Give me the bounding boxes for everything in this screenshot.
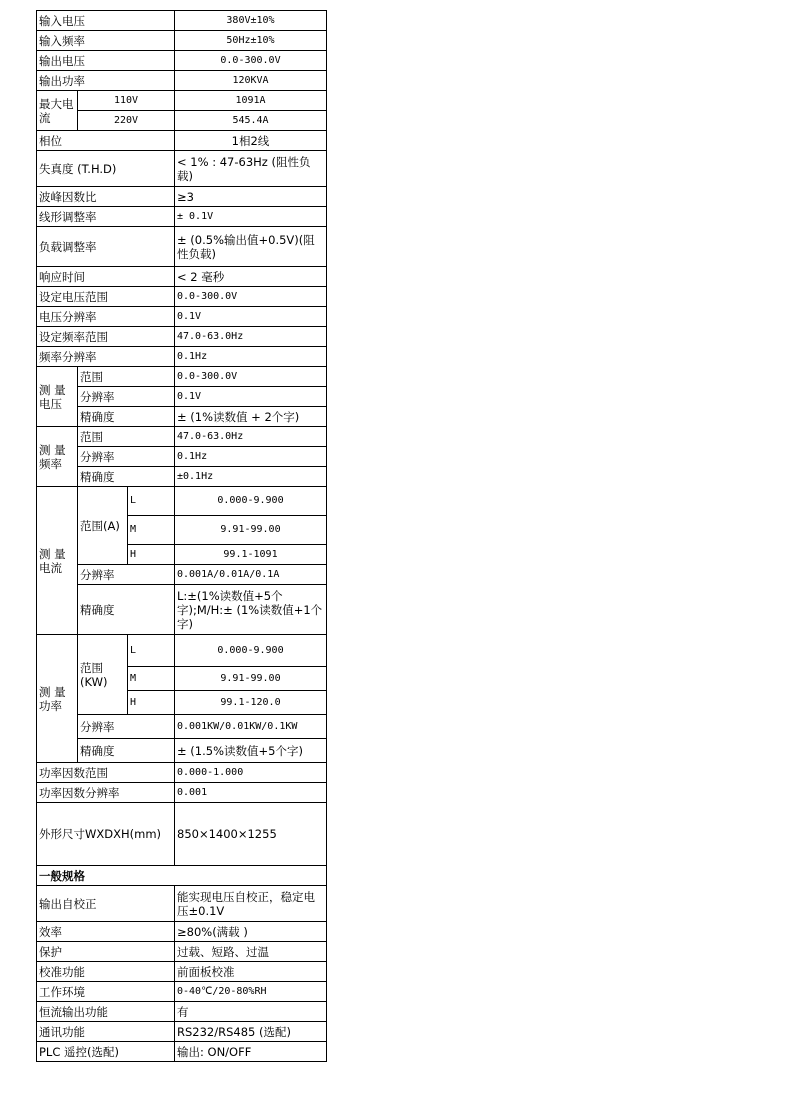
row-value: ≥80%(满载 ) <box>175 922 327 942</box>
range-code: L <box>128 635 175 667</box>
max-current-label: 最大电流 <box>37 91 78 131</box>
row-value: 850×1400×1255 <box>175 803 327 866</box>
table-row <box>37 962 327 982</box>
table-row <box>37 287 327 307</box>
row-label: 校准功能 <box>37 962 175 982</box>
row-label: 响应时间 <box>37 267 175 287</box>
row-label: 输出电压 <box>37 51 175 71</box>
row-value: 1相2线 <box>175 131 327 151</box>
table-row <box>37 565 327 585</box>
row-value: 输出: ON/OFF <box>175 1042 327 1062</box>
table-row <box>37 347 327 367</box>
row-label: 负载调整率 <box>37 227 175 267</box>
row-label: 输出功率 <box>37 71 175 91</box>
row-label: 恒流输出功能 <box>37 1002 175 1022</box>
row-label: 电压分辨率 <box>37 307 175 327</box>
table-row <box>37 111 327 131</box>
row-value: 0-40℃/20-80%RH <box>175 982 327 1002</box>
table-row <box>37 803 327 866</box>
range-code: H <box>128 545 175 565</box>
row-label: 失真度 (T.H.D) <box>37 151 175 187</box>
range-code: M <box>128 667 175 691</box>
table-row <box>37 151 327 187</box>
sub-value: L:±(1%读数值+5个字);M/H:± (1%读数值+1个字) <box>175 585 327 635</box>
meas-freq-label: 测 量 频率 <box>37 427 78 487</box>
voltage-220: 220V <box>78 111 175 131</box>
row-value: 0.1Hz <box>175 347 327 367</box>
row-value: 前面板校准 <box>175 962 327 982</box>
sub-value: ±0.1Hz <box>175 467 327 487</box>
row-label: 输入频率 <box>37 31 175 51</box>
row-value: 380V±10% <box>175 11 327 31</box>
range-value: 9.91-99.00 <box>175 667 327 691</box>
sub-value: 0.1V <box>175 387 327 407</box>
row-label: 输出自校正 <box>37 886 175 922</box>
sub-label: 精确度 <box>78 407 175 427</box>
table-row <box>37 487 327 516</box>
meas-power-label: 测 量 功率 <box>37 635 78 763</box>
table-row <box>37 982 327 1002</box>
table-row <box>37 922 327 942</box>
row-value: 0.1V <box>175 307 327 327</box>
row-value: 能实现电压自校正，稳定电压±0.1V <box>175 886 327 922</box>
sub-value: 0.001KW/0.01KW/0.1KW <box>175 715 327 739</box>
row-value: 0.0-300.0V <box>175 51 327 71</box>
table-row <box>37 942 327 962</box>
row-label: 功率因数分辨率 <box>37 783 175 803</box>
row-value: ± (0.5%输出值+0.5V)(阻性负载) <box>175 227 327 267</box>
table-row <box>37 367 327 387</box>
table-row <box>37 187 327 207</box>
table-row <box>37 227 327 267</box>
table-row <box>37 207 327 227</box>
table-row <box>37 11 327 31</box>
row-label: 频率分辨率 <box>37 347 175 367</box>
table-row <box>37 31 327 51</box>
table-row <box>37 427 327 447</box>
general-spec-header: 一般规格 <box>37 866 327 886</box>
table-row <box>37 327 327 347</box>
row-value: 50Hz±10% <box>175 31 327 51</box>
sub-label: 分辨率 <box>78 715 175 739</box>
sub-label: 分辨率 <box>78 447 175 467</box>
row-value: < 1% : 47-63Hz (阻性负载) <box>175 151 327 187</box>
meas-voltage-label: 测 量 电压 <box>37 367 78 427</box>
range-value: 9.91-99.00 <box>175 516 327 545</box>
table-row <box>37 1022 327 1042</box>
row-label: 线形调整率 <box>37 207 175 227</box>
row-value: 过载、短路、过温 <box>175 942 327 962</box>
row-label: 输入电压 <box>37 11 175 31</box>
sub-label: 分辨率 <box>78 565 175 585</box>
sub-value: 0.0-300.0V <box>175 367 327 387</box>
row-label: PLC 遥控(选配) <box>37 1042 175 1062</box>
row-value: 0.0-300.0V <box>175 287 327 307</box>
sub-value: ± (1%读数值 + 2个字) <box>175 407 327 427</box>
row-label: 相位 <box>37 131 175 151</box>
sub-label: 精确度 <box>78 467 175 487</box>
sub-value: 0.001A/0.01A/0.1A <box>175 565 327 585</box>
table-row <box>37 407 327 427</box>
table-row <box>37 1002 327 1022</box>
table-row <box>37 51 327 71</box>
range-code: L <box>128 487 175 516</box>
current-110: 1091A <box>175 91 327 111</box>
sub-value: 0.1Hz <box>175 447 327 467</box>
table-row <box>37 71 327 91</box>
meas-current-label: 测 量 电流 <box>37 487 78 635</box>
table-row <box>37 585 327 635</box>
current-220: 545.4A <box>175 111 327 131</box>
sub-label: 分辨率 <box>78 387 175 407</box>
table-row <box>37 267 327 287</box>
table-row <box>37 635 327 667</box>
table-row <box>37 467 327 487</box>
row-value: 0.000-1.000 <box>175 763 327 783</box>
row-label: 效率 <box>37 922 175 942</box>
table-row <box>37 783 327 803</box>
row-value: RS232/RS485 (选配) <box>175 1022 327 1042</box>
table-row <box>37 1042 327 1062</box>
sub-value: ± (1.5%读数值+5个字) <box>175 739 327 763</box>
range-value: 99.1-120.0 <box>175 691 327 715</box>
table-row <box>37 739 327 763</box>
row-value: 120KVA <box>175 71 327 91</box>
table-row <box>37 91 327 111</box>
table-row <box>37 886 327 922</box>
table-row <box>37 387 327 407</box>
sub-label: 范围(A) <box>78 487 128 565</box>
row-value: < 2 毫秒 <box>175 267 327 287</box>
spec-table <box>36 10 327 1062</box>
sub-label: 精确度 <box>78 585 175 635</box>
sub-label: 范围 <box>78 427 175 447</box>
sub-value: 47.0-63.0Hz <box>175 427 327 447</box>
row-value: 47.0-63.0Hz <box>175 327 327 347</box>
row-label: 设定频率范围 <box>37 327 175 347</box>
row-label: 保护 <box>37 942 175 962</box>
range-value: 0.000-9.900 <box>175 487 327 516</box>
table-row <box>37 307 327 327</box>
table-row <box>37 866 327 886</box>
sub-label: 精确度 <box>78 739 175 763</box>
row-value: 有 <box>175 1002 327 1022</box>
range-code: H <box>128 691 175 715</box>
row-label: 功率因数范围 <box>37 763 175 783</box>
row-value: 0.001 <box>175 783 327 803</box>
range-value: 99.1-1091 <box>175 545 327 565</box>
row-label: 外形尺寸WXDXH(mm) <box>37 803 175 866</box>
range-value: 0.000-9.900 <box>175 635 327 667</box>
row-value: ± 0.1V <box>175 207 327 227</box>
table-row <box>37 131 327 151</box>
voltage-110: 110V <box>78 91 175 111</box>
sub-label: 范围 (KW) <box>78 635 128 715</box>
sub-label: 范围 <box>78 367 175 387</box>
row-label: 工作环境 <box>37 982 175 1002</box>
row-label: 波峰因数比 <box>37 187 175 207</box>
table-row <box>37 763 327 783</box>
table-row <box>37 715 327 739</box>
row-label: 设定电压范围 <box>37 287 175 307</box>
row-value: ≥3 <box>175 187 327 207</box>
range-code: M <box>128 516 175 545</box>
row-label: 通讯功能 <box>37 1022 175 1042</box>
table-row <box>37 447 327 467</box>
